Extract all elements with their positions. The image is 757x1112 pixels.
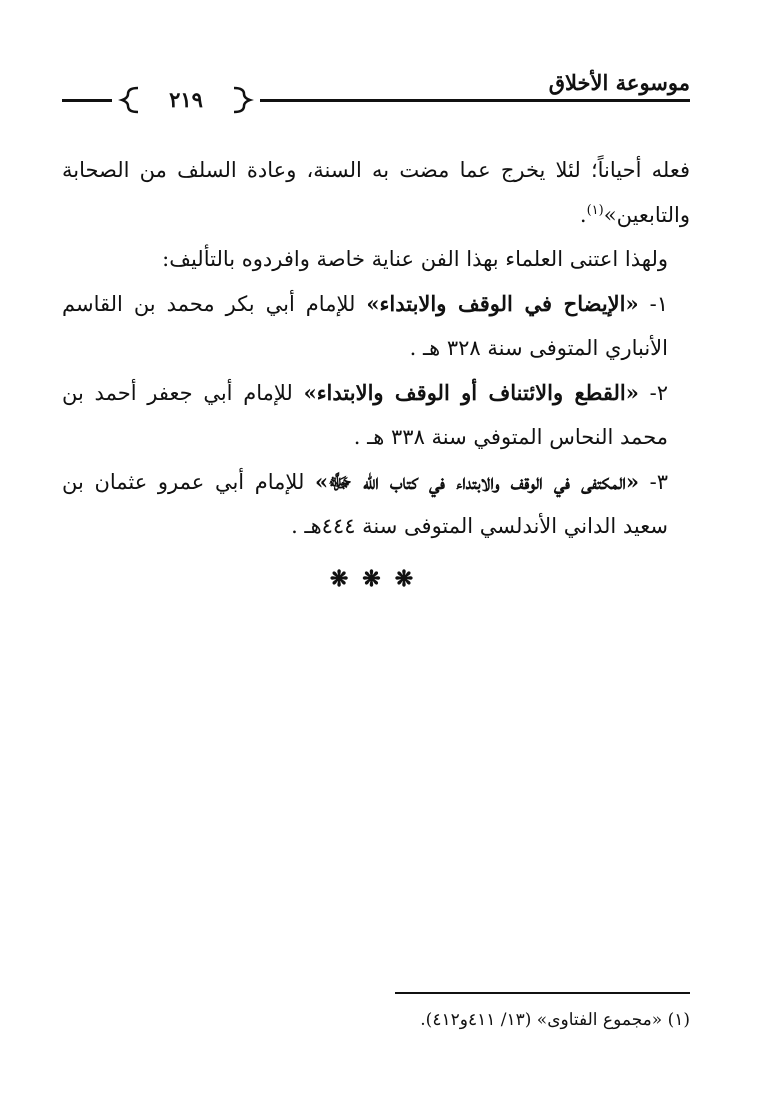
- list-item-number: ١-: [638, 291, 668, 316]
- book-title: «الإيضاح في الوقف والابتداء»: [366, 290, 639, 316]
- page-number-frame: [116, 86, 256, 114]
- paragraph-1-end: .: [579, 202, 587, 227]
- running-title: موسوعة الأخلاق: [548, 70, 690, 95]
- header-rule-left: [62, 99, 112, 102]
- paragraph-2: ولهذا اعتنى العلماء بهذا الفن عناية خاصة وافردوه بالتأليف:: [162, 247, 668, 271]
- list-item: [62, 371, 690, 460]
- list-item-text: للإمام أبي بكر محمد بن القاسم الأنباري المتوفى سنة ٣٢٨ هـ .: [62, 291, 668, 360]
- footnote-divider: [395, 992, 690, 994]
- header-rule-right: [260, 99, 690, 102]
- page-header: [62, 70, 690, 114]
- list-item: [62, 282, 690, 371]
- footnote-reference: (١): [586, 202, 604, 218]
- main-text: [62, 148, 690, 549]
- page-number: ٢١٩: [169, 87, 203, 112]
- list-item-number: ٢-: [638, 380, 668, 405]
- book-title: «القطع والائتناف أو الوقف والابتداء»: [303, 379, 639, 405]
- book-title: «المكتفى في الوقف والابتداء في كتاب الله ﷻ»: [314, 468, 639, 494]
- paragraph-1: [62, 148, 690, 237]
- list-item-text: للإمام أبي عمرو عثمان بن سعيد الداني الأندلسي المتوفى سنة ٤٤٤هـ .: [62, 469, 668, 538]
- list-item-text: للإمام أبي جعفر أحمد بن محمد النحاس المتوفي سنة ٣٣٨ هـ .: [62, 380, 668, 449]
- section-separator: ❋❋❋: [329, 566, 428, 592]
- list-item-number: ٣-: [638, 469, 668, 494]
- paragraph-1-text: فعله أحياناً؛ لئلا يخرج عما مضت به السنة، وعادة السلف من الصحابة والتابعين»: [62, 158, 690, 227]
- list-item: [62, 460, 690, 549]
- footnote: (١) «مجموع الفتاوى» (١٣/ ٤١١و٤١٢).: [420, 1010, 690, 1030]
